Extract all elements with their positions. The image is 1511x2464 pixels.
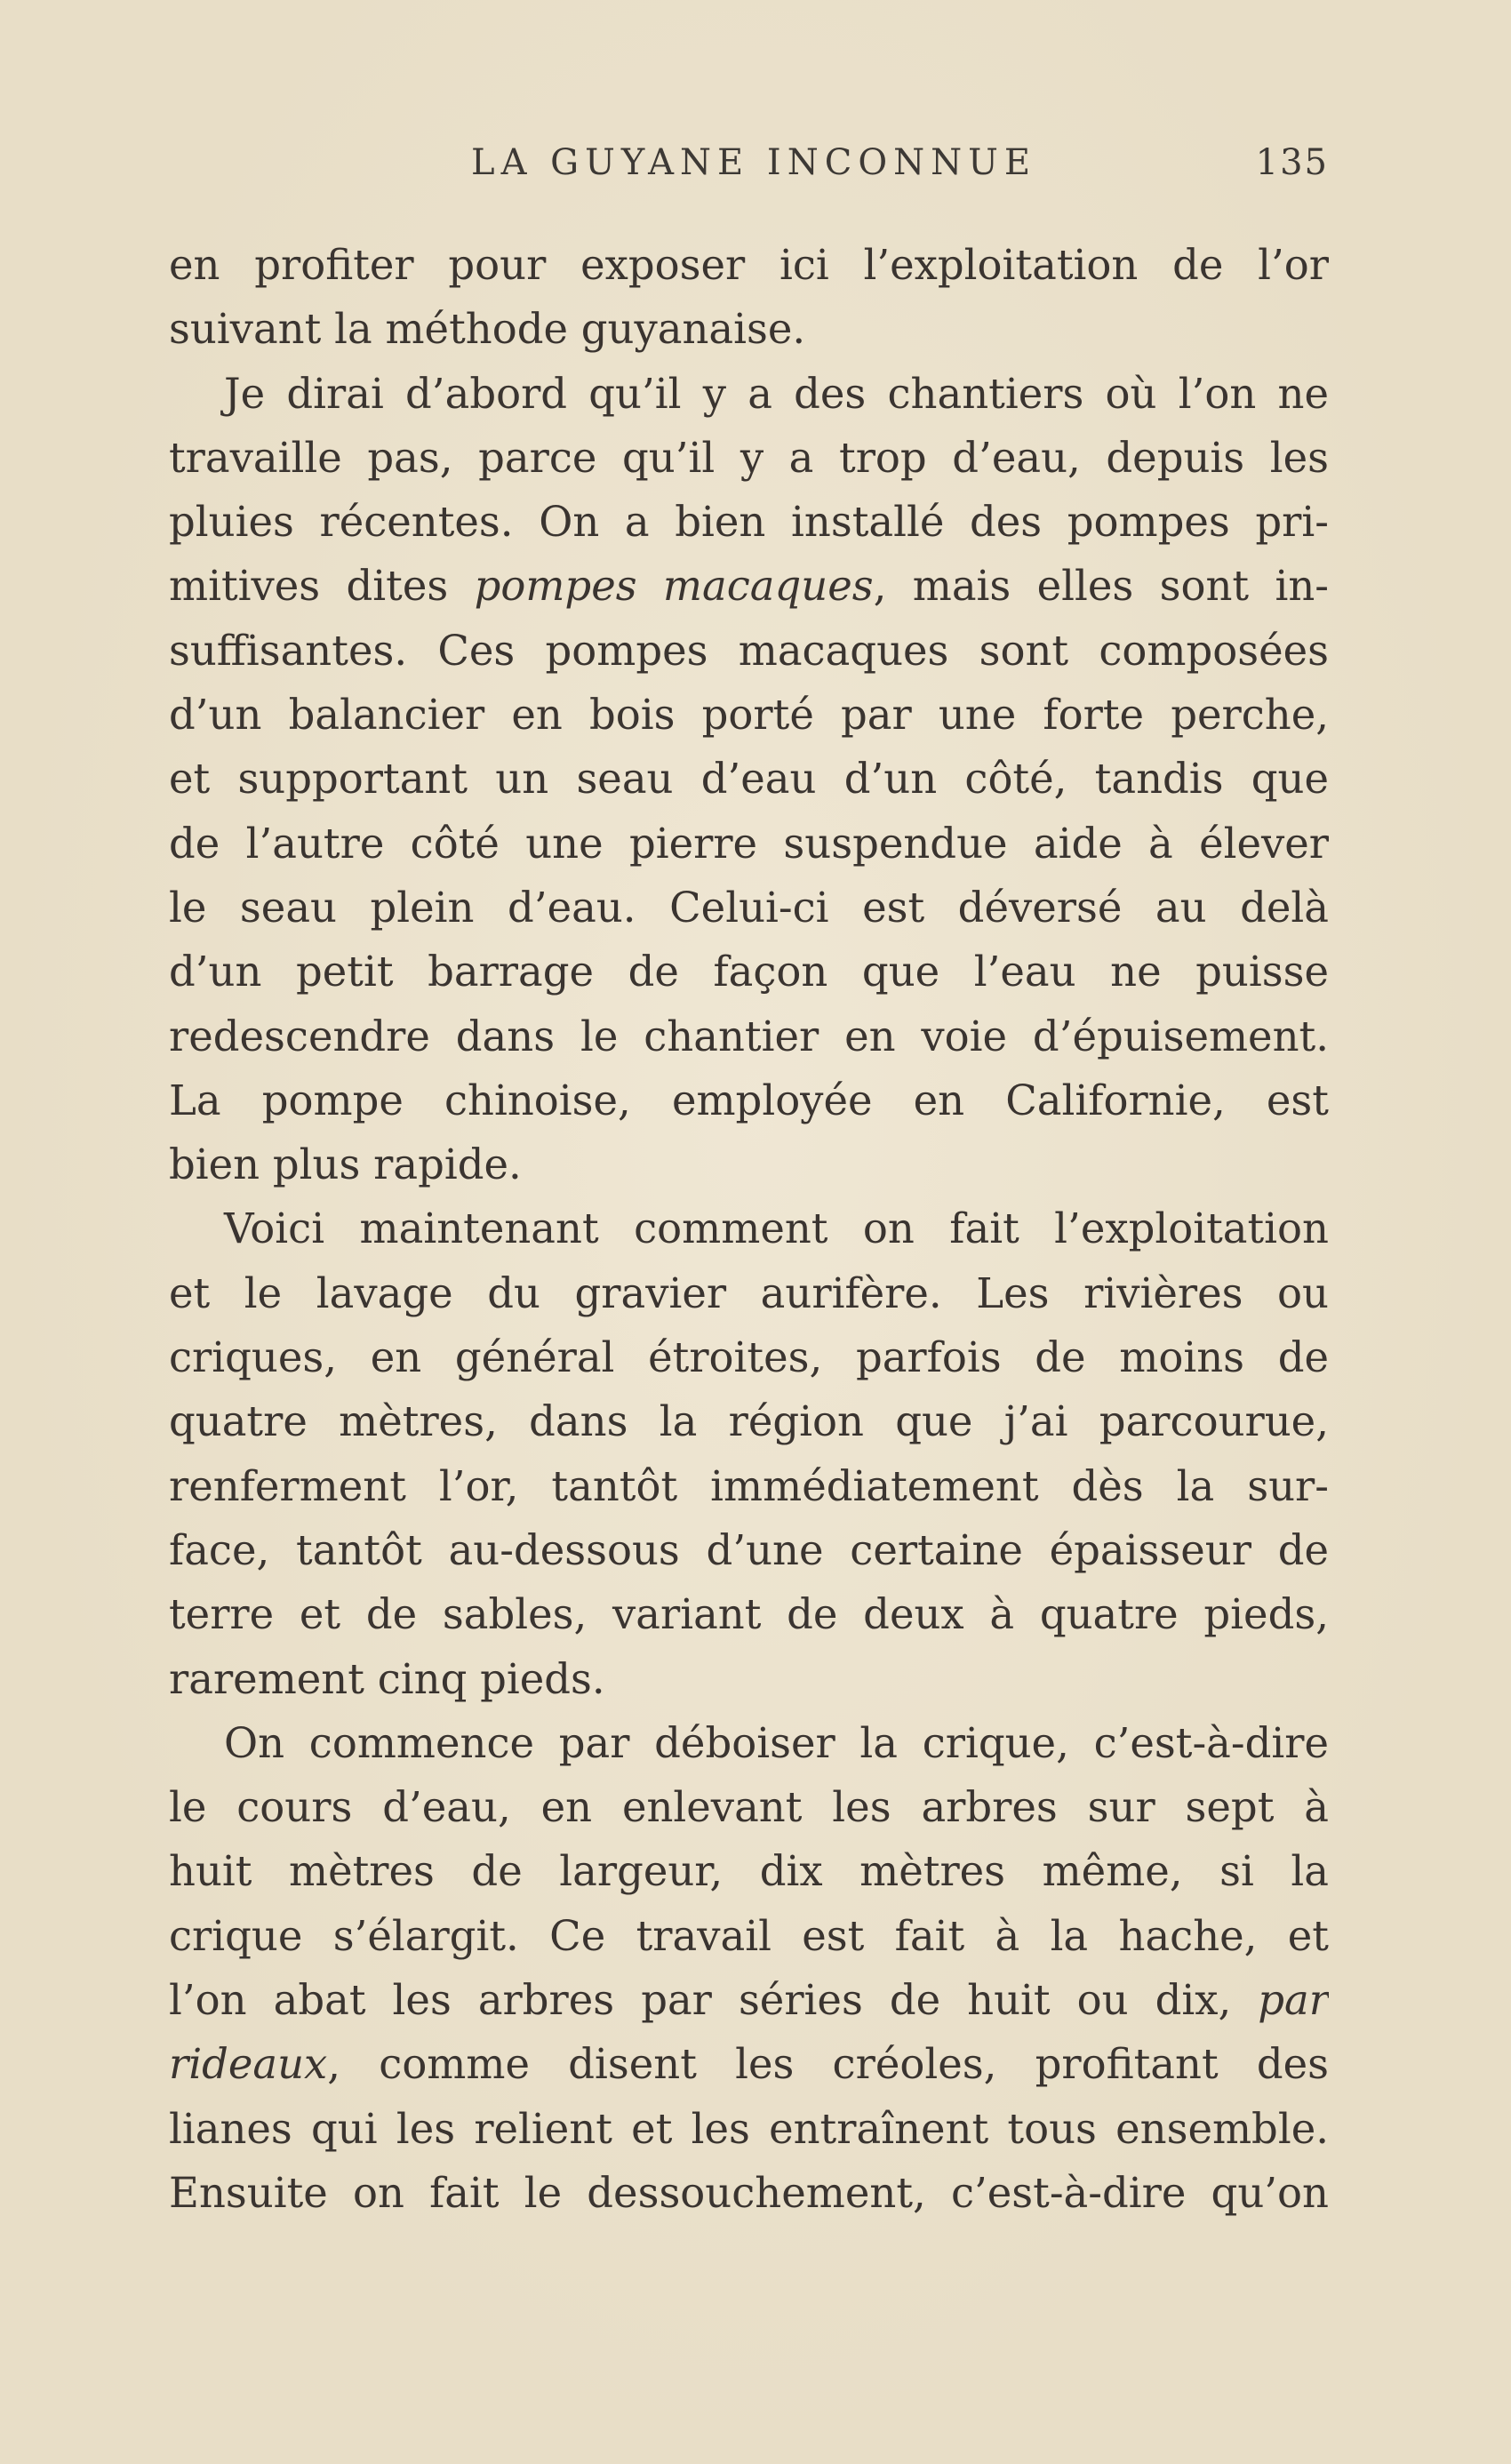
italic-term: pompes macaques: [474, 562, 874, 611]
text-line: [169, 554, 1329, 618]
text-line: [169, 1968, 1329, 2032]
line-text: , mais elles sont in-: [873, 562, 1329, 611]
text-line: bien plus rapide.: [169, 1140, 522, 1189]
text-line: crique s’élargit. Ce travail est fait à la hache, et: [169, 1911, 1329, 1960]
line-text: l’on abat les arbres par séries de huit ou dix,: [169, 1976, 1259, 2025]
line-text: mitives dites: [169, 562, 475, 611]
italic-term: rideaux: [169, 2040, 328, 2089]
text-line: travaille pas, parce qu’il y a trop d’eau, depuis les: [169, 433, 1329, 482]
italic-term: par: [1258, 1976, 1329, 2025]
text-line: face, tantôt au-dessous d’une certaine épaisseur de: [169, 1525, 1329, 1574]
text-line: le cours d’eau, en enlevant les arbres sur sept à: [169, 1783, 1329, 1832]
text-line: de l’autre côté une pierre suspendue aide à élever: [169, 819, 1329, 868]
text-line: Ensuite on fait le dessouchement, c’est-à-dire qu’on: [169, 2168, 1329, 2217]
text-line: renferment l’or, tantôt immédiatement dès la sur-: [169, 1461, 1329, 1510]
text-line: suivant la méthode guyanaise.: [169, 305, 806, 354]
text-line: Voici maintenant comment on fait l’exploitation: [224, 1204, 1329, 1253]
line-text: , comme disent les créoles, profitant des: [327, 2040, 1329, 2089]
running-title: LA GUYANE INCONNUE: [471, 142, 1037, 183]
text-line: en profiter pour exposer ici l’exploitation de l’or: [169, 241, 1329, 289]
text-line: huit mètres de largeur, dix mètres même, si la: [169, 1847, 1329, 1896]
text-line: suffisantes. Ces pompes macaques sont composées: [169, 626, 1329, 675]
text-line: redescendre dans le chantier en voie d’épuisement.: [169, 1012, 1329, 1060]
text-line: On commence par déboiser la crique, c’est-à-dire: [224, 1718, 1329, 1767]
text-line: le seau plein d’eau. Celui-ci est déversé au delà: [169, 883, 1329, 932]
text-line: terre et de sables, variant de deux à quatre pieds,: [169, 1590, 1329, 1639]
text-line: pluies récentes. On a bien installé des pompes pri-: [169, 498, 1329, 547]
text-line: et supportant un seau d’eau d’un côté, tandis que: [169, 755, 1329, 804]
text-line: Je dirai d’abord qu’il y a des chantiers où l’on ne: [224, 369, 1329, 418]
text-line: [169, 2032, 1329, 2096]
text-line: rarement cinq pieds.: [169, 1654, 605, 1703]
text-line: criques, en général étroites, parfois de moins de: [169, 1333, 1329, 1382]
text-line: La pompe chinoise, employée en Californie, est: [169, 1076, 1329, 1124]
text-line: d’un balancier en bois porté par une forte perche,: [169, 691, 1329, 740]
running-head: [169, 142, 1329, 196]
text-line: d’un petit barrage de façon que l’eau ne puisse: [169, 948, 1329, 996]
text-line: et le lavage du gravier aurifère. Les rivières ou: [169, 1268, 1329, 1317]
text-line: lianes qui les relient et les entraînent tous ensemble.: [169, 2104, 1329, 2153]
body-text: [169, 233, 1329, 2225]
page-number: 135: [1255, 142, 1329, 183]
text-line: quatre mètres, dans la région que j’ai parcourue,: [169, 1397, 1329, 1446]
